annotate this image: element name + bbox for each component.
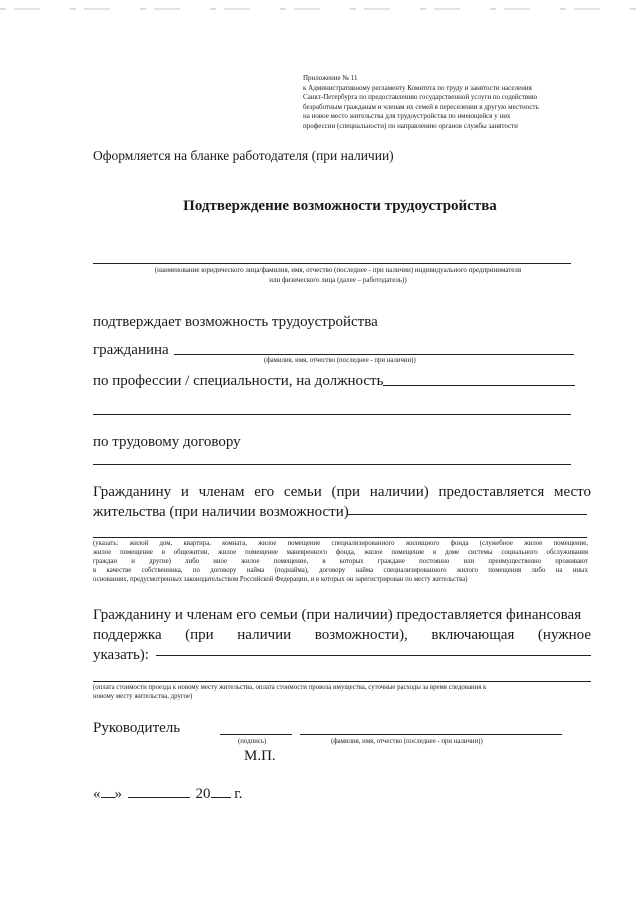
finance-word: включающая (431, 627, 515, 643)
finance-field-line-2[interactable] (93, 681, 591, 682)
citizen-label: гражданина (93, 342, 169, 358)
head-name-field-line[interactable] (300, 734, 562, 735)
scan-artifact (0, 8, 640, 10)
finance-word: наличии (237, 627, 292, 643)
date-year-field[interactable] (211, 783, 231, 798)
appendix-line: Санкт-Петербурга по предоставлению государственной услуги по содействию (303, 93, 538, 101)
residence-line2: жительства (при наличии возможности) (93, 504, 349, 520)
finance-paragraph (93, 605, 591, 665)
appendix-line: на новое место жительства для трудоустройства по имеющейся у них (303, 112, 511, 120)
date-row (93, 783, 242, 804)
appendix-header (303, 74, 603, 131)
finance-word: (при (185, 627, 214, 643)
contract-field-line[interactable] (93, 464, 571, 465)
date-month-field[interactable] (128, 783, 190, 798)
finance-line1: Гражданину и членам его семьи (при наличии) предоставляется финансовая (93, 607, 582, 623)
profession-field-line-2[interactable] (93, 414, 571, 415)
residence-caption-line: граждан и другие) либо иное жилое помещение, в которых граждане постоянно или преимущественно проживают (93, 558, 588, 565)
signature-field-line[interactable] (220, 734, 292, 735)
head-name-caption: (фамилия, имя, отчество (последнее - при наличии)) (331, 738, 483, 745)
residence-field-line[interactable] (347, 514, 587, 515)
residence-caption-line: в качестве собственника, по договору найма (поднайма), договору найма специализированного жилого помещения либо на иных (93, 567, 588, 574)
head-label: Руководитель (93, 720, 181, 736)
finance-caption (93, 683, 593, 701)
residence-caption-line: основаниях, предусмотренных законодательством Российской Федерации, и в которых он зарегистрирован по месту жительства) (93, 576, 468, 583)
employer-caption-line1: (наименование юридического лица/фамилия, имя, отчество (последнее - при наличии) индивидуального предпринимателя (154, 266, 522, 274)
profession-field-line[interactable] (383, 385, 575, 386)
confirms-text: подтверждает возможность трудоустройства (93, 314, 378, 330)
date-year-prefix: 20 (195, 786, 211, 802)
finance-word: (нужное (537, 627, 591, 643)
residence-caption-line: (указать: жилой дом, квартира, комната, жилое помещение специализированного жилищного фонда (служебное жилое помещение, (93, 540, 588, 547)
stamp-placeholder: М.П. (244, 748, 276, 764)
date-day-field[interactable] (101, 783, 115, 798)
profession-label: по профессии / специальности, на должность (93, 373, 384, 389)
contract-label: по трудовому договору (93, 434, 241, 450)
appendix-line: к Административному регламенту Комитета по труду и занятости населения (303, 83, 532, 92)
date-quote-close: » (114, 786, 122, 802)
residence-field-line-2[interactable] (93, 537, 587, 538)
residence-caption (93, 539, 588, 584)
residence-line1: Гражданину и членам его семьи (при наличии) предоставляется место (93, 484, 591, 500)
finance-word: поддержка (93, 627, 162, 643)
blank-note: Оформляется на бланке работодателя (при наличии) (93, 148, 394, 163)
appendix-line: профессии (специальности) по направлению органов службы занятости (303, 121, 518, 130)
signature-caption: (подпись) (238, 738, 267, 745)
finance-line3: указать): (93, 647, 149, 663)
finance-caption-line: новому месту жительства, другое) (93, 693, 193, 700)
date-year-suffix: г. (234, 786, 243, 802)
appendix-line: безработным гражданам и членам их семей в переселении в другую местность (303, 102, 539, 111)
residence-paragraph (93, 482, 591, 522)
document-title: Подтверждение возможности трудоустройства (183, 198, 497, 214)
date-quote-open: « (93, 786, 101, 802)
employer-caption (93, 266, 583, 285)
citizen-name-field-line[interactable] (174, 354, 574, 355)
appendix-number: Приложение № 11 (303, 74, 358, 82)
residence-caption-line: жилое помещение в общежитии, жилое помещение маневренного фонда, жилое помещение в доме системы социального обслуживания (93, 549, 588, 556)
finance-line2 (93, 625, 591, 645)
employer-field-line[interactable] (93, 263, 571, 264)
citizen-caption: (фамилия, имя, отчество (последнее - при наличии)) (264, 357, 416, 364)
employer-caption-line2: или физического лица (далее – работодатель)) (269, 275, 407, 284)
finance-field-line[interactable] (156, 655, 591, 656)
finance-word: возможности), (314, 627, 408, 643)
finance-caption-line: (оплата стоимости проезда к новому месту жительства, оплата стоимости провоза имущества, суточные расходы за время следования к (93, 684, 487, 691)
